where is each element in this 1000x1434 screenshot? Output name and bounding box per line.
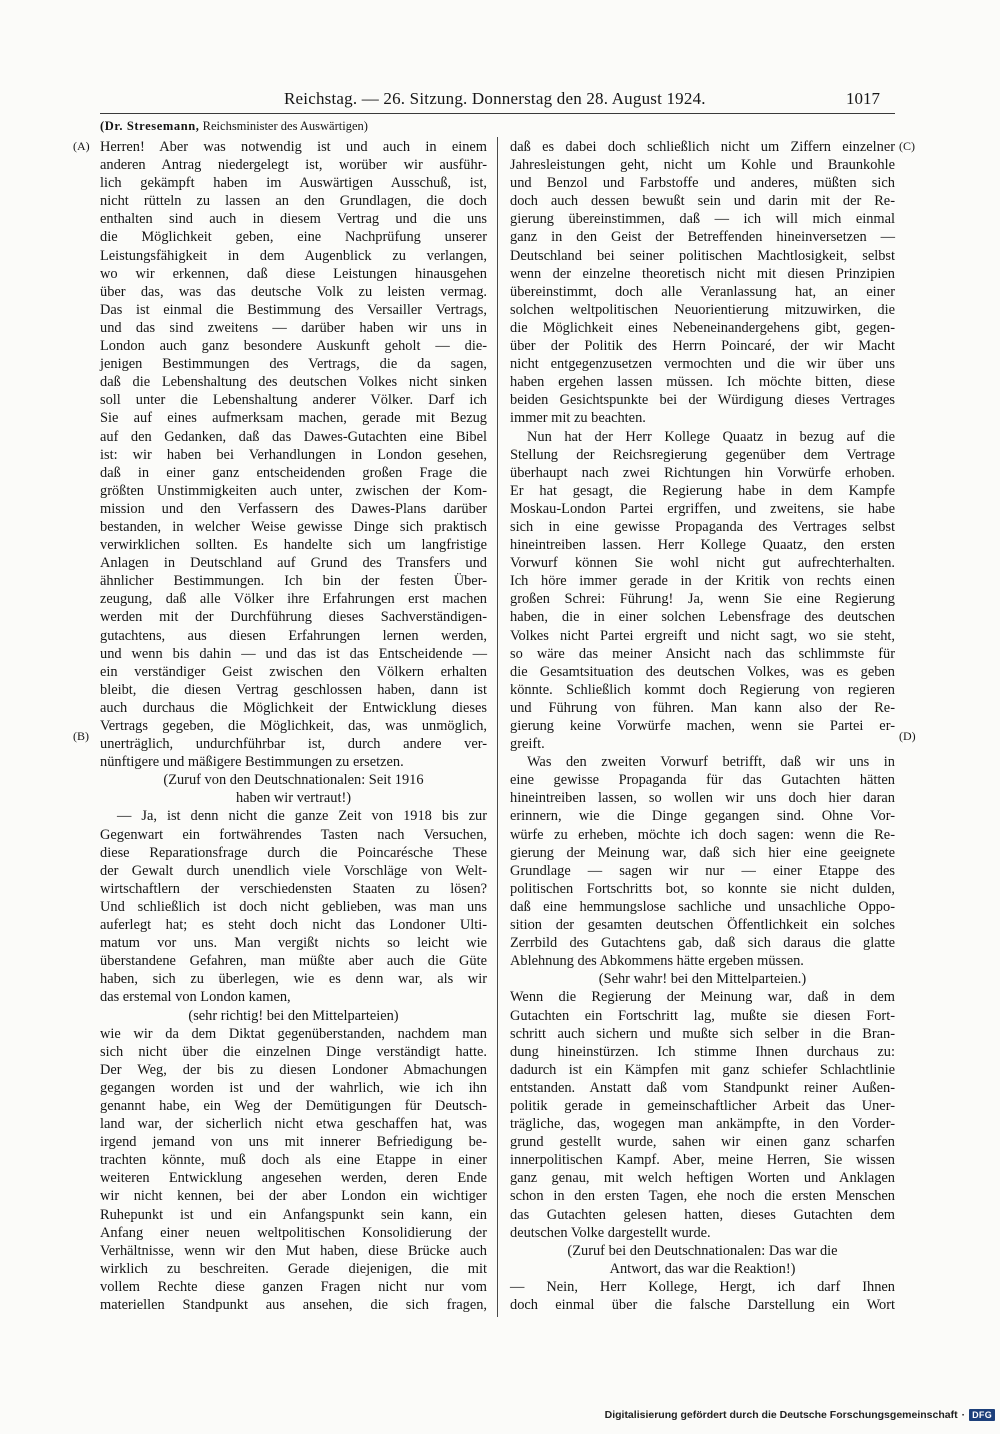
text-line: die Möglichkeit eines Nebeneinandergehens gibt, gegen- xyxy=(510,319,895,336)
interjection-line: haben wir vertraut!) xyxy=(235,790,352,807)
text-line: unerträglich, undurchführbar ist, durch andere ver- xyxy=(100,736,487,753)
text-line: entstanden. Anstatt daß vom Standpunkt reiner Außen- xyxy=(510,1079,895,1096)
text-line: und das sind zweitens — darüber haben wir uns in xyxy=(100,319,487,336)
text-line: politik gerade in gemeinschaftlicher Arbeit das Uner- xyxy=(510,1097,895,1114)
text-line: nicht entgegenzusetzen vermochten und die wir über uns xyxy=(510,356,895,373)
text-line: wie wir da dem Diktat gegenüberstanden, nachdem man xyxy=(100,1025,487,1042)
text-line: dadurch ist ein Kämpfen mit ganz schiefer Schlachtlinie xyxy=(510,1061,895,1078)
text-line: gierung übereinstimmen, daß — ich will mich einmal xyxy=(510,211,895,228)
text-line: überhaupt nach zwei Richtungen hin Vorwürfe erhoben. xyxy=(510,464,895,481)
text-line: beiden Gesichtspunkte bei der Würdigung dieses Vertrages xyxy=(510,392,895,409)
text-line: sition der gesamten deutschen Öffentlichkeit ein solches xyxy=(510,917,895,934)
speaker-name: (Dr. Stresemann, xyxy=(100,119,200,133)
text-line: vollem Rechte diese ganzen Fragen nicht nur vom xyxy=(100,1278,487,1295)
text-line: deutschen Volke dargestellt wurde. xyxy=(510,1224,711,1241)
text-line: wir nicht kennen, bei der aber London ein wichtiger xyxy=(100,1188,487,1205)
text-line: Herren! Aber was notwendig ist und auch in einem xyxy=(100,139,487,155)
text-line: schon in den ersten Tagen, ehe noch die ersten Menschen xyxy=(510,1188,895,1205)
text-line: haben, sich zu überlegen, wie es denn war, als wir xyxy=(100,971,487,988)
text-line: schritt auch sichern und mußte sich selber in die Bran- xyxy=(510,1025,895,1042)
text-line: auferlegt hat; es steht doch nicht das Londoner Ulti- xyxy=(100,917,487,934)
text-line: greift. xyxy=(510,736,545,753)
text-line: London auch ganz besondere Auskunft geholt — die- xyxy=(100,338,487,355)
text-line: hineintreiben lassen, so wollen wir uns doch hier daran xyxy=(510,790,895,807)
margin-mark-d: (D) xyxy=(899,729,916,743)
text-line: lich gekämpft haben im Auswärtigen Ausschuß, ist, xyxy=(100,175,487,192)
text-line: Der Weg, der bis zu diesen Londoner Abmachungen xyxy=(100,1061,487,1078)
text-line: grund gestellt wurde, sahen wir einen ganz scharfen xyxy=(510,1134,895,1151)
text-line: anderen Antrag niedergelegt ist, worüber wir ausführ- xyxy=(100,157,487,174)
text-line: überstandene Gefahren, man müßte aber auch die Güte xyxy=(100,953,487,970)
text-line: Er hat gesagt, die Regierung habe in dem Kampfe xyxy=(510,482,895,499)
text-line: — Nein, Herr Kollege, Hergt, ich darf Ihnen xyxy=(510,1278,895,1295)
text-line: Das ist einmal die Bestimmung des Versailler Vertrags, xyxy=(100,301,487,318)
text-line: Anfang einer neuen weltpolitischen Konsolidierung der xyxy=(100,1224,487,1241)
page-number: 1017 xyxy=(846,89,880,108)
text-line: bestanden, in welcher Weise gewisse Dinge sich praktisch xyxy=(100,518,487,535)
text-line: verwirklichen sollten. Es handelte sich um langfristige xyxy=(100,537,487,554)
text-line: das erstemal von London kamen, xyxy=(100,989,291,1006)
text-line: — Ja, ist denn nicht die ganze Zeit von 1918 bis zur xyxy=(117,808,487,825)
text-line: könnte. Schließlich kommt doch Regierung von regieren xyxy=(510,681,895,698)
text-line: Jahresleistungen geht, nicht um Kohle und Braunkohle xyxy=(510,157,895,174)
text-line: land war, der sicherlich nicht etwa geschaffen hat, was xyxy=(100,1116,487,1133)
text-line: eine gewisse Propaganda für das Gutachten hätten xyxy=(510,772,895,789)
text-line: die Möglichkeit geben, eine Nachprüfung unserer xyxy=(100,229,487,246)
text-line: trägliche, das, wogegen man ankämpfte, in den Vorder- xyxy=(510,1116,895,1133)
text-line: wirklich zu beschreiten. Gerade diejenigen, die mit xyxy=(100,1260,487,1277)
text-line: Wenn die Regierung der Meinung war, daß in dem xyxy=(510,989,895,1006)
text-line: irgend jemand von uns mit innerer Befriedigung be- xyxy=(100,1134,487,1151)
footer-separator: · xyxy=(961,1409,966,1421)
speaker-role: Reichsminister des Auswärtigen) xyxy=(202,119,368,133)
text-line: weiteren Entwicklung angesehen werden, deren Ende xyxy=(100,1170,487,1187)
text-line: daß eine hemmungslose sachliche und unsachliche Oppo- xyxy=(510,898,895,915)
text-line: daß es dabei doch schließlich nicht um Ziffern einzelner xyxy=(510,139,895,155)
running-header-title: Reichstag. — 26. Sitzung. Donnerstag den 28. August 1924. xyxy=(284,89,706,108)
text-line: genannt habe, ein Weg der Demütigungen für Deutsch- xyxy=(100,1097,487,1114)
text-line: Nun hat der Herr Kollege Quaatz in bezug auf die xyxy=(527,428,895,445)
text-line: Zerrbild des Gutachtens gab, daß sich daraus die glatte xyxy=(510,935,895,952)
text-line: und Benzol und Farbstoffe und anderes, müßten sich xyxy=(510,175,895,192)
text-line: innerpolitischen Kampf. Aber, meine Herren, Sie wissen xyxy=(510,1152,895,1169)
text-line: Ich höre immer gerade in der Kritik von rechts einen xyxy=(510,573,895,590)
text-line: großen Schrei: Führung! Ja, wenn Sie eine Regierung xyxy=(510,591,895,608)
text-line: sich nicht über die einzelnen Dinge verständigt hatte. xyxy=(100,1043,487,1060)
text-line: gierung der Meinung war, daß sich hier eine geeignete xyxy=(510,844,895,861)
text-line: gutachtens, aus diesen Erfahrungen lernen werden, xyxy=(100,627,487,644)
text-line: dung hineinstürzen. Ich stimme Ihnen durchaus zu: xyxy=(510,1043,895,1060)
text-line: ist: wir haben bei Verhandlungen in London gesehen, xyxy=(100,446,487,463)
text-line: das Gutachten gelesen hatten, dieses Gutachten dem xyxy=(510,1206,895,1223)
text-line: Stellung der Reichsregierung gegenüber dem Vertrage xyxy=(510,446,895,463)
text-line: erinnern, wie die Dinge gegangen sind. Ohne Vor- xyxy=(510,808,895,825)
text-line: diese Reparationsfrage durch die Poincarésche These xyxy=(100,844,487,861)
text-line: und wenn bis dahin — und das ist das Entscheidende — xyxy=(100,645,487,662)
text-line: haben, die in einer solchen Lebensfrage des deutschen xyxy=(510,609,895,626)
text-line: der Gewalt durch unendlich viele Vorschläge von Welt- xyxy=(100,862,487,879)
interjection-line: (Zuruf bei den Deutschnationalen: Das war die xyxy=(567,1242,838,1259)
digitization-footer xyxy=(560,1409,995,1421)
text-line: enthalten sind auch in diesem Vertrag und die uns xyxy=(100,211,487,228)
text-line: Anlagen in Deutschland auf Grund des Transfers und xyxy=(100,555,487,572)
text-line: gierung keine Vorwürfe machen, wenn sie Partei er- xyxy=(510,718,895,734)
text-line: Leistungsfähigkeit in dem Augenblick zu verlangen, xyxy=(100,247,487,264)
text-line: solchen weltpolitischen Neuorientierung mitzuwirken, die xyxy=(510,301,895,318)
text-line: politischen Fortschritts bot, so konnte sie nicht dulden, xyxy=(510,880,895,897)
text-line: doch einmal über die falsche Darstellung ein Wort xyxy=(510,1297,895,1313)
text-line: sich in eine gewisse Propaganda des Vertrages selbst xyxy=(510,518,895,535)
text-line: haben ergehen lassen müssen. Ich möchte bitten, diese xyxy=(510,374,895,391)
text-line: materiellen Standpunkt aus ansehen, die sich fragen, xyxy=(100,1297,487,1313)
column-divider xyxy=(497,137,498,1317)
text-line: übereinstimmt, doch alle Veranlassung hat, an einer xyxy=(510,283,895,300)
text-line: Ablehnung des Abkommens hätte ergeben müssen. xyxy=(510,953,804,970)
text-line: werden mit der Durchführung dieses Sachverständigen- xyxy=(100,609,487,626)
text-line: größten Unstimmigkeiten auch unter, zwischen der Kom- xyxy=(100,482,487,499)
text-line: so wäre das meiner Ansicht nach das schlimmste für xyxy=(510,645,895,662)
footer-text: Digitalisierung gefördert durch die Deutsche Forschungsgemeinschaft xyxy=(604,1409,958,1421)
text-line: Deutschland bei seiner politischen Machtlosigkeit, selbst xyxy=(510,247,895,264)
interjection-line: Antwort, das war die Reaktion!) xyxy=(609,1260,796,1277)
text-line: immer mit zu beachten. xyxy=(510,410,646,427)
margin-mark-c: (C) xyxy=(899,139,915,153)
text-line: und Führung von führen. Man kann also der Re- xyxy=(510,699,895,716)
text-line: doch auch dessen bewußt sein und darin mit der Re- xyxy=(510,193,895,210)
text-line: daß in einer ganz entscheidenden großen Frage die xyxy=(100,464,487,481)
text-line: Ruhepunkt ist und ein Anfangspunkt sein kann, ein xyxy=(100,1206,487,1223)
left-text-column xyxy=(100,138,487,1314)
interjection-line: (Sehr wahr! bei den Mittelparteien.) xyxy=(598,971,807,988)
text-line: über das, was das deutsche Volk zu leisten vermag. xyxy=(100,283,487,300)
text-line: die Gesamtsituation des deutschen Volkes, was es geben xyxy=(510,663,895,680)
dfg-logo: DFG xyxy=(969,1409,995,1421)
text-line: Verhältnisse, wenn wir den Mut haben, diese Brücke auch xyxy=(100,1242,487,1259)
text-line: mission und den Verfassern des Dawes-Plans darüber xyxy=(100,500,487,517)
text-line: über der Politik des Herrn Poincaré, der wir Macht xyxy=(510,338,895,355)
text-line: Und schließlich ist doch nicht geblieben, was man uns xyxy=(100,898,487,915)
text-line: würfe zu erheben, möchte ich doch sagen: wenn die Re- xyxy=(510,826,895,843)
text-line: Moskau-London Partei ergriffen, und zweitens, sie habe xyxy=(510,500,895,517)
text-line: soll unter die Lebenshaltung anderer Völker. Darf ich xyxy=(100,392,487,409)
text-line: Gutachten ein Fortschritt lag, mußte sie diesen Fort- xyxy=(510,1007,895,1024)
text-line: ganz genau, mit welch heftigen Worten und Anklagen xyxy=(510,1170,895,1187)
text-line: matum vor uns. Man vergißt nichts so leicht wie xyxy=(100,935,487,952)
text-line: ein verständiger Geist zwischen den Völkern erhalten xyxy=(100,663,487,680)
text-line: wenn der einzelne theoretisch nicht mit diesen Prinzipien xyxy=(510,265,895,282)
text-line: daß die Lebenshaltung des deutschen Volkes nicht sinken xyxy=(100,374,487,391)
text-line: nicht rütteln zu lassen an den Grundlagen, die doch xyxy=(100,193,487,210)
text-line: Vertrags gegeben, die Möglichkeit, das, was unmöglich, xyxy=(100,718,487,734)
right-text-column xyxy=(510,138,895,1314)
text-line: Was den zweiten Vorwurf betrifft, daß wir uns in xyxy=(527,754,895,771)
margin-mark-b: (B) xyxy=(73,729,89,743)
text-line: Sie auf eines aufmerksam machen, gerade mit Bezug xyxy=(100,410,487,427)
text-line: ganz in den Geist der Betreffenden hineinversetzen — xyxy=(510,229,895,246)
speaker-label xyxy=(100,119,368,134)
text-line: Grundlage — sagen wir nur — einer Etappe des xyxy=(510,862,895,879)
text-line: auf den Gedanken, daß das Dawes-Gutachten eine Bibel xyxy=(100,428,487,445)
header-rule xyxy=(100,113,895,114)
text-line: nünftigere und mäßigere Bestimmungen zu ersetzen. xyxy=(100,754,404,771)
text-line: gegangen worden ist und der wahrlich, wie ich ihn xyxy=(100,1079,487,1096)
text-line: wo wir erkennen, daß diese Leistungen hinausgehen xyxy=(100,265,487,282)
text-line: Gegenwart ein fortwährendes Tasten nach Versuchen, xyxy=(100,826,487,843)
text-line: auch durchaus die Möglichkeit der Entwicklung dieses xyxy=(100,699,487,716)
text-line: trachten könnte, muß doch als eine Etappe in einer xyxy=(100,1152,487,1169)
text-line: bleibt, die diesen Vertrag geschlossen haben, dann ist xyxy=(100,681,487,698)
text-line: zeugung, daß alle Völker ihre Erfahrungen erst machen xyxy=(100,591,487,608)
interjection-line: (Zuruf von den Deutschnationalen: Seit 1916 xyxy=(163,772,424,789)
text-line: Volkes nicht Partei ergreift und nicht sagt, wo sie steht, xyxy=(510,627,895,644)
interjection-line: (sehr richtig! bei den Mittelparteien) xyxy=(188,1007,399,1024)
text-line: jenigen Bestimmungen des Vertrags, die da sagen, xyxy=(100,356,487,373)
text-line: ähnlicher Bestimmungen. Ich bin der festen Über- xyxy=(100,573,487,590)
text-line: hineintreiben lassen. Herr Kollege Quaatz, den ersten xyxy=(510,537,895,554)
text-line: Vorwurf können Sie wohl nicht gut aufrechterhalten. xyxy=(510,555,895,572)
text-line: wirtschaftlern der verschiedensten Staaten zu lösen? xyxy=(100,880,487,897)
margin-mark-a: (A) xyxy=(73,139,90,153)
